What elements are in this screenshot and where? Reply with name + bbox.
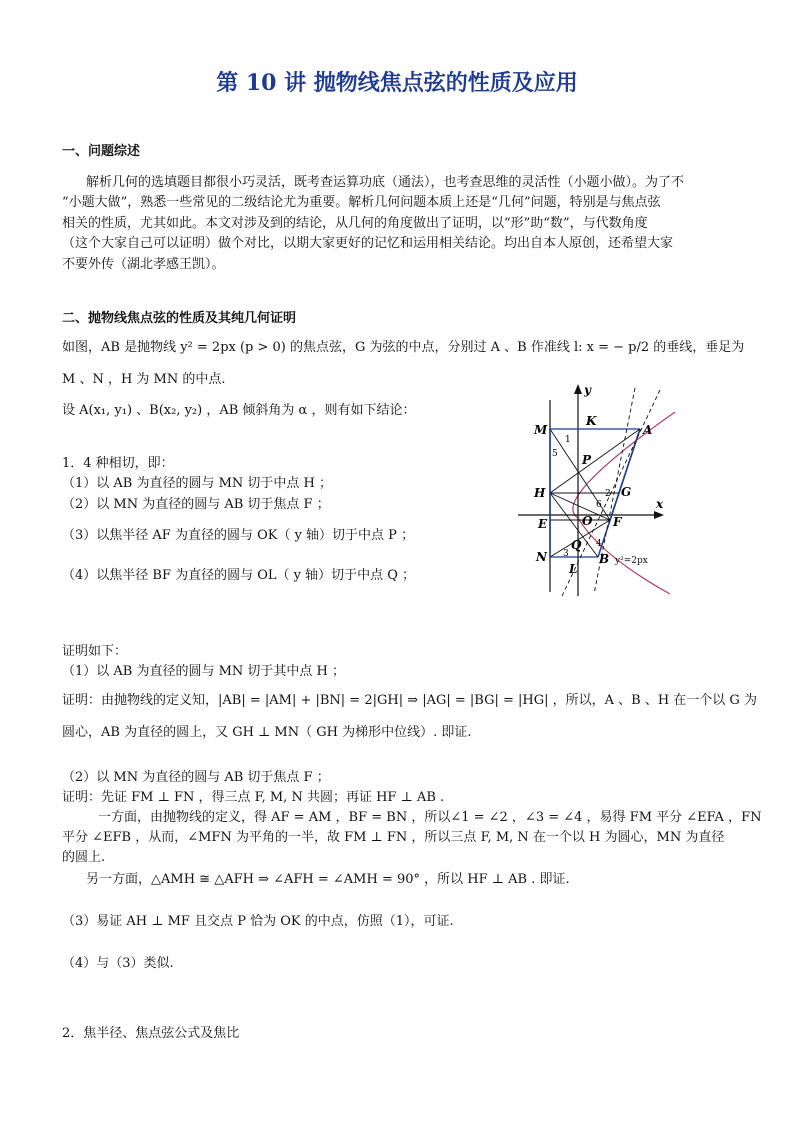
- parabola-figure: [510, 380, 680, 598]
- proof-claim: （4）与（3）类似.: [62, 956, 174, 971]
- label-K: K: [586, 414, 597, 428]
- section-1-heading: 一、问题综述: [62, 144, 141, 159]
- label-x: x: [656, 497, 664, 511]
- proof-line: 证明：先证 FM ⊥ FN ，得三点 F, M, N 共圆；再证 HF ⊥ AB .: [62, 790, 445, 805]
- angle-label-5: 5: [552, 449, 558, 459]
- curve-label: y²=2px: [615, 556, 648, 566]
- label-M: M: [534, 423, 548, 437]
- proof-line: 平分 ∠EFB ，从而，∠MFN 为平角的一半，故 FM ⊥ FN ，所以三点 F, M, N 在一个以 H 为圆心，MN 为直径: [62, 830, 725, 845]
- section-2-heading: 二、抛物线焦点弦的性质及其纯几何证明: [62, 311, 297, 326]
- label-Q: Q: [571, 538, 582, 552]
- label-B: B: [599, 552, 610, 566]
- angle-label-6: 6: [596, 500, 602, 510]
- proof-line: 一方面，由抛物线的定义，得 AF = AM ，BF = BN ，所以∠1 = ∠2 ，∠3 = ∠4 ，易得 FM 平分 ∠EFA ，FN: [98, 810, 762, 825]
- list-item: （1）以 AB 为直径的圆与 MN 切于中点 H ；: [62, 476, 333, 491]
- list-item: （2）以 MN 为直径的圆与 AB 切于焦点 F ；: [62, 497, 330, 512]
- paragraph-line: （这个大家自己可以证明）做个对比，以期大家更好的记忆和运用相关结论。均出自本人原创，还希望大家: [62, 236, 674, 251]
- angle-label-3: 3: [563, 549, 569, 559]
- proof-line: 证明：由抛物线的定义知，|AB| = |AM| + |BN| = 2|GH| ⇒ |AG| = |BG| = |HG| ，所以，A 、B 、H 在一个以 G 为: [62, 693, 757, 708]
- paragraph-line: 不要外传（湖北孝感王凯）。: [62, 257, 225, 272]
- angle-label-2: 2: [605, 489, 611, 499]
- proof-claim: （3）易证 AH ⊥ MF 且交点 P 恰为 OK 的中点，仿照（1），可证.: [62, 914, 454, 929]
- label-P: P: [582, 453, 592, 467]
- label-y: y: [584, 383, 591, 397]
- paragraph-line: “小题大做”，熟悉一些常见的二级结论尤为重要。解析几何问题本质上还是“几何”问题，特别是与焦点弦: [62, 195, 661, 210]
- label-A: A: [643, 423, 653, 437]
- intro-line: 设 A(x₁, y₁) 、B(x₂, y₂) ，AB 倾斜角为 α ，则有如下结论：: [62, 403, 416, 418]
- label-H: H: [534, 486, 546, 500]
- x-axis-arrow: [654, 511, 664, 519]
- label-O: O: [582, 514, 593, 528]
- intro-line: M 、N ，H 为 MN 的中点.: [62, 372, 226, 387]
- label-L: L: [569, 562, 578, 576]
- proof-claim: （2）以 MN 为直径的圆与 AB 切于焦点 F ；: [62, 770, 330, 785]
- angle-label-1: 1: [565, 435, 571, 445]
- label-N: N: [536, 550, 547, 564]
- y-axis-arrow: [574, 384, 582, 394]
- segment-AF: [610, 429, 640, 520]
- angle-label-4: 4: [596, 539, 602, 549]
- proof-line: 圆心，AB 为直径的圆上，又 GH ⊥ MN（ GH 为梯形中位线）. 即证.: [62, 725, 472, 740]
- paragraph-line: 相关的性质，尤其如此。本文对涉及到的结论，从几何的角度做出了证明，以“形”助“数”，与代数角度: [62, 216, 648, 231]
- proof-claim: （1）以 AB 为直径的圆与 MN 切于其中点 H ；: [62, 664, 346, 679]
- intro-line: 如图，AB 是抛物线 y² = 2px (p > 0) 的焦点弦，G 为弦的中点，分别过 A 、B 作准线 l: x = − p/2 的垂线，垂足为: [62, 340, 745, 355]
- page-title: 第 10 讲 抛物线焦点弦的性质及应用: [216, 70, 578, 96]
- list-heading: 1．4 种相切，即：: [62, 456, 174, 471]
- section-3-heading: 2．焦半径、焦点弦公式及焦比: [62, 1026, 240, 1041]
- label-E: E: [538, 517, 548, 531]
- proof-line: 的圆上.: [62, 850, 106, 865]
- label-F: F: [613, 515, 622, 529]
- list-item: （3）以焦半径 AF 为直径的圆与 OK（ y 轴）切于中点 P ；: [62, 528, 415, 543]
- proof-line: 另一方面，△AMH ≅ △AFH ⇒ ∠AFH = ∠AMH = 90° ，所以 HF ⊥ AB . 即证.: [86, 872, 570, 887]
- proof-heading: 证明如下：: [62, 644, 128, 659]
- label-G: G: [621, 485, 632, 499]
- paragraph-line: 解析几何的选填题目都很小巧灵活，既考查运算功底（通法），也考查思维的灵活性（小题小做）。为了不: [86, 175, 685, 190]
- list-item: （4）以焦半径 BF 为直径的圆与 OL（ y 轴）切于中点 Q ；: [62, 568, 416, 583]
